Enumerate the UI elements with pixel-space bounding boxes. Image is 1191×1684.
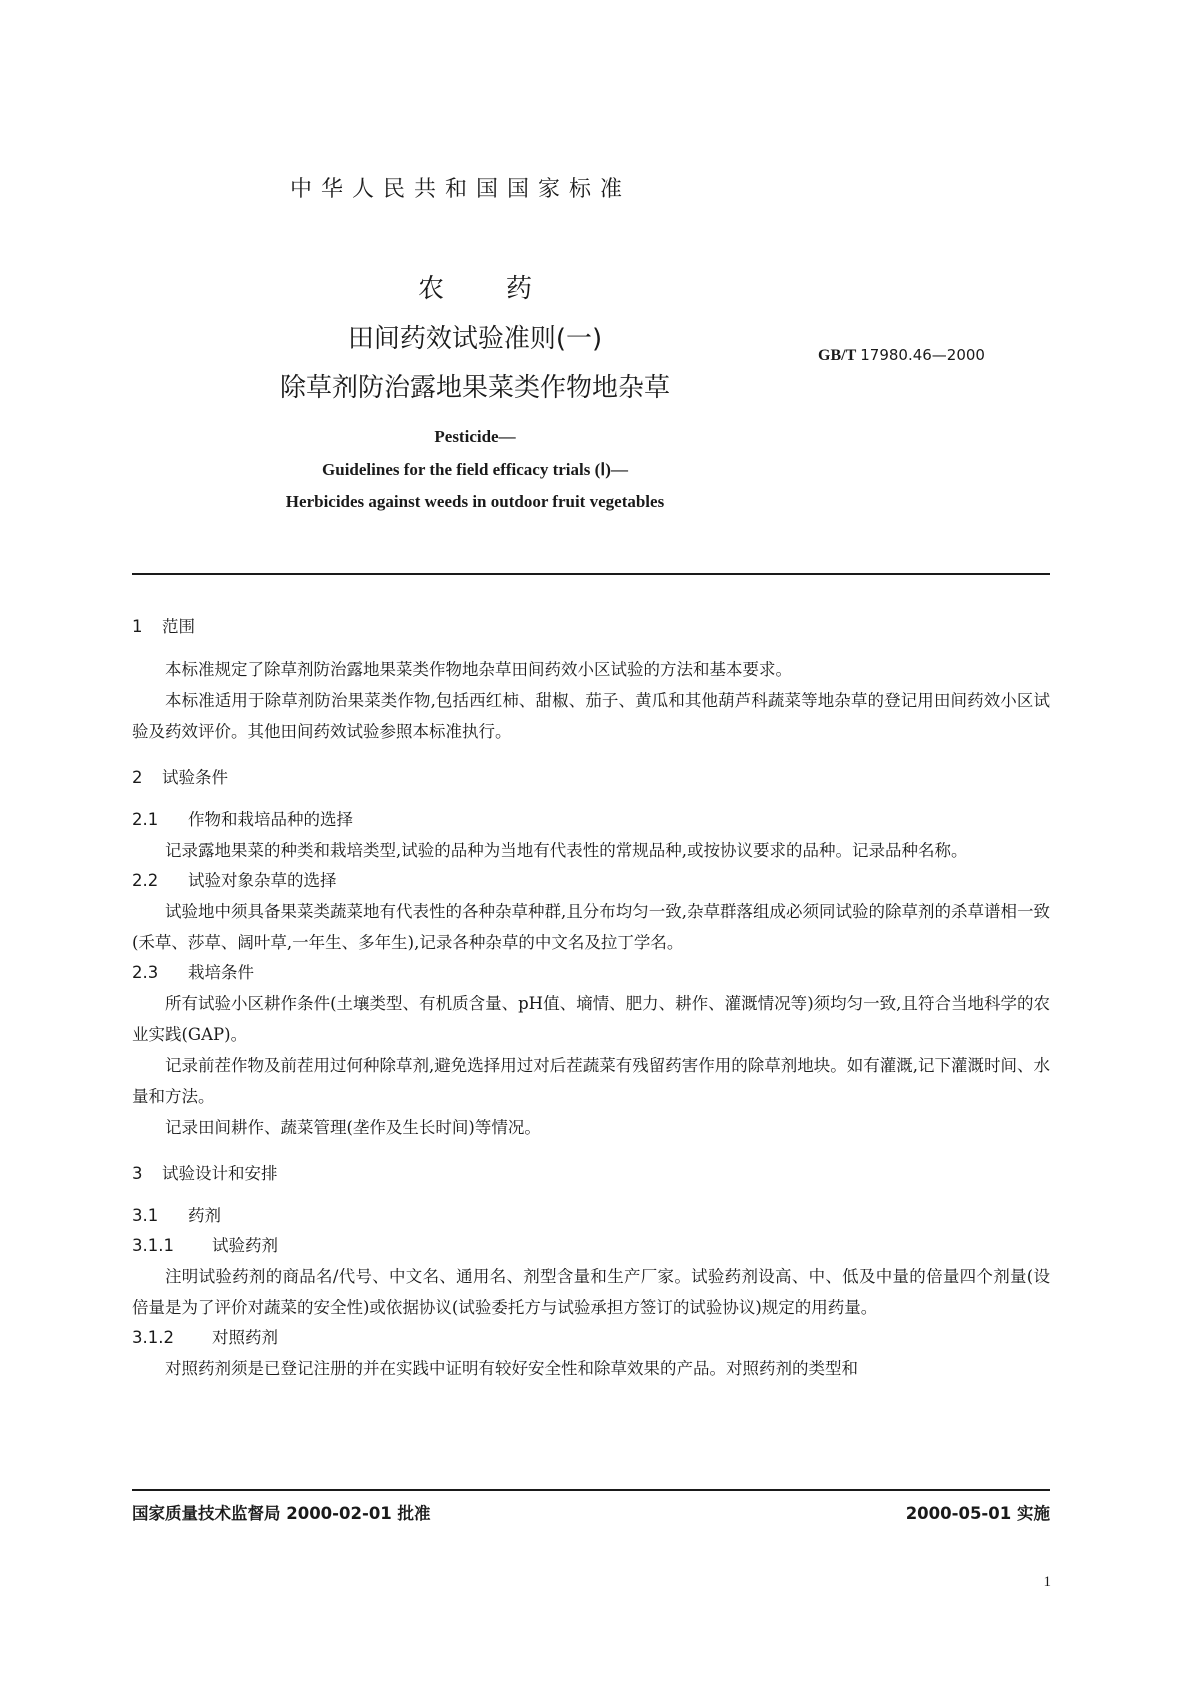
standard-code — [818, 346, 985, 365]
section-2-1-paragraph: 记录露地果菜的种类和栽培类型,试验的品种为当地有代表性的常规品种,或按协议要求的品种。记录品种名称。 — [165, 841, 968, 860]
section-1-heading: 1 范围 — [132, 617, 195, 636]
english-title-line-3: Herbicides against weeds in outdoor fruit vegetables — [285, 492, 665, 511]
national-standard-heading: 中华人民共和国国家标准 — [290, 177, 632, 202]
document-body — [132, 610, 1050, 1384]
header-divider — [132, 573, 1050, 575]
page-number: 1 — [1043, 1574, 1051, 1590]
approval-info: 国家质量技术监督局 2000-02-01 批准 — [132, 1504, 431, 1523]
section-3-1-1-heading: 3.1.1 试验药剂 — [132, 1236, 278, 1255]
title-line-2: 田间药效试验准则(一) — [347, 324, 603, 354]
effective-date: 2000-05-01 实施 — [905, 1504, 1050, 1523]
title-line-3: 除草剂防治露地果菜类作物地杂草 — [279, 373, 670, 403]
section-1-paragraph-2: 本标准适用于除草剂防治果菜类作物,包括西红柿、甜椒、茄子、黄瓜和其他葫芦科蔬菜等地杂草的登记用田间药效小区试验及药效评价。其他田间药效试验参照本标准执行。 — [132, 691, 1050, 741]
section-3-heading: 3 试验设计和安排 — [132, 1164, 278, 1183]
section-2-3-heading: 2.3 栽培条件 — [132, 963, 254, 982]
section-2-3-paragraph-2: 记录前茬作物及前茬用过何种除草剂,避免选择用过对后茬蔬菜有残留药害作用的除草剂地块。如有灌溉,记下灌溉时间、水量和方法。 — [132, 1056, 1050, 1106]
section-3-1-2-paragraph: 对照药剂须是已登记注册的并在实践中证明有较好安全性和除草效果的产品。对照药剂的类型和 — [165, 1359, 858, 1378]
standard-code-number: 17980.46—2000 — [860, 346, 985, 364]
section-2-2-heading: 2.2 试验对象杂草的选择 — [132, 871, 337, 890]
section-2-2-paragraph: 试验地中须具备果菜类蔬菜地有代表性的各种杂草种群,且分布均匀一致,杂草群落组成必须同试验的除草剂的杀草谱相一致(禾草、莎草、阔叶草,一年生、多年生),记录各种杂草的中文名及拉丁学名。 — [132, 902, 1050, 952]
section-2-3-paragraph-1: 所有试验小区耕作条件(土壤类型、有机质含量、pH值、墒情、肥力、耕作、灌溉情况等)须均匀一致,且符合当地科学的农业实践(GAP)。 — [132, 994, 1050, 1044]
section-2-1-heading: 2.1 作物和栽培品种的选择 — [132, 810, 353, 829]
section-2-heading: 2 试验条件 — [132, 768, 228, 787]
english-title-line-1: Pesticide— — [434, 427, 516, 446]
section-2-3-paragraph-3: 记录田间耕作、蔬菜管理(垄作及生长时间)等情况。 — [165, 1118, 541, 1137]
section-3-1-heading: 3.1 药剂 — [132, 1206, 221, 1225]
section-3-1-2-heading: 3.1.2 对照药剂 — [132, 1328, 278, 1347]
title-line-1: 农药 — [417, 274, 594, 304]
footer-divider — [132, 1489, 1050, 1491]
english-title-line-2: Guidelines for the field efficacy trials (Ⅰ)— — [322, 460, 628, 479]
standard-code-prefix: GB/T — [818, 347, 857, 364]
section-3-1-1-paragraph: 注明试验药剂的商品名/代号、中文名、通用名、剂型含量和生产厂家。试验药剂设高、中、低及中量的倍量四个剂量(设倍量是为了评价对蔬菜的安全性)或依据协议(试验委托方与试验承担方签订的试验协议)规定的用药量。 — [132, 1267, 1050, 1317]
section-1-paragraph-1: 本标准规定了除草剂防治露地果菜类作物地杂草田间药效小区试验的方法和基本要求。 — [165, 660, 792, 679]
